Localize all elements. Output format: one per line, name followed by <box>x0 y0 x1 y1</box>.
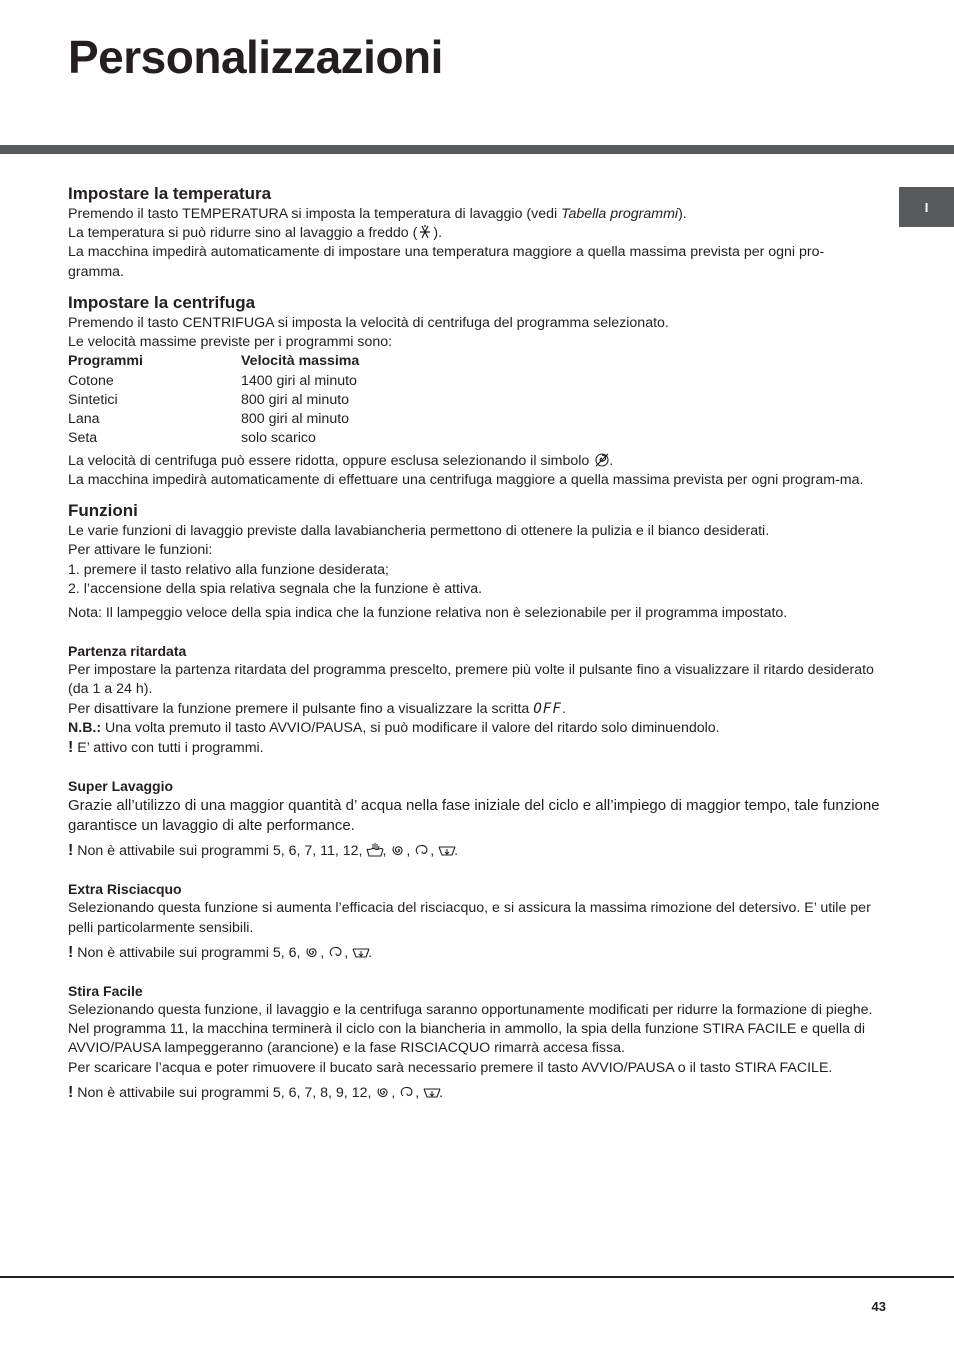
table-row <box>68 429 880 448</box>
warning-mark: ! <box>68 1083 74 1101</box>
table-row <box>68 410 880 429</box>
drain-icon <box>423 1084 439 1100</box>
spiral-spin-icon <box>390 842 406 858</box>
stira-line1: Selezionando questa funzione, il lavaggio e la centrifuga saranno opportunamente modificati per ridurre la formazione di pieghe. <box>68 1001 873 1018</box>
stira-warning: ! Non è attivabile sui programmi 5, 6, 7, 8, 9, 12, , , . <box>68 1083 444 1101</box>
extra-warning: ! Non è attivabile sui programmi 5, 6, , , . <box>68 943 373 961</box>
centrifuga-line2: Le velocità massime previste per i programmi sono: <box>68 334 393 351</box>
funzioni-step1: 1. premere il tasto relativo alla funzione desiderata; <box>68 561 389 578</box>
funzioni-line1: Le varie funzioni di lavaggio previste dalla lavabiancheria permettono di ottenere la pulizia e il bianco desiderati. <box>68 523 770 540</box>
partenza-warning: ! E’ attivo con tutti i programmi. <box>68 738 264 756</box>
main-content <box>68 183 880 1103</box>
heading-stira-facile: Stira Facile <box>68 982 143 999</box>
table-cell-speed: 1400 giri al minuto <box>241 372 357 389</box>
tabella-programmi-ref: Tabella programmi <box>561 206 679 222</box>
section-partenza-ritardata <box>68 642 880 758</box>
table-cell-program: Seta <box>68 430 98 447</box>
spiral-spin-icon <box>375 1084 391 1100</box>
heading-partenza-ritardata: Partenza ritardata <box>68 643 187 660</box>
stira-line2: Nel programma 11, la macchina terminerà il ciclo con la biancheria in ammollo, la spia della funzione STIRA FACILE e quella di AVVIO/PAUSA lampeggeranno (arancione) e la fase RISCIACQUO rimarrà accesa fissa. <box>68 1021 865 1057</box>
warning-mark: ! <box>68 738 74 756</box>
cold-wash-icon <box>417 224 433 240</box>
warning-mark: ! <box>68 943 74 961</box>
half-spin-icon <box>399 1084 415 1100</box>
table-cell-program: Cotone <box>68 372 114 389</box>
speed-table <box>68 352 880 448</box>
heading-centrifuga: Impostare la centrifuga <box>68 292 256 312</box>
drain-icon <box>438 842 454 858</box>
footer-divider <box>0 1276 954 1278</box>
centrifuga-line4: La macchina impedirà automaticamente di effettuare una centrifuga maggiore a quella massima prevista per ogni program-ma. <box>68 471 864 488</box>
super-warning: ! Non è attivabile sui programmi 5, 6, 7, 11, 12, , , , . <box>68 842 459 860</box>
section-super-lavaggio <box>68 777 880 861</box>
table-cell-speed: 800 giri al minuto <box>241 411 350 428</box>
stira-line3: Per scaricare l’acqua e poter rimuovere il bucato sarà necessario premere il tasto AVVIO/PAUSA o il tasto STIRA FACILE. <box>68 1059 833 1076</box>
table-cell-speed: solo scarico <box>241 430 316 447</box>
half-spin-icon <box>414 842 430 858</box>
temperatura-line2: La temperatura si può ridurre sino al lavaggio a freddo ( ). <box>68 225 443 242</box>
table-row <box>68 391 880 410</box>
partenza-line1: Per impostare la partenza ritardata del programma prescelto, premere più volte il pulsante fino a visualizzare il ritardo desiderato (da 1 a 24 h). <box>68 662 874 698</box>
table-header-programmi: Programmi <box>68 353 143 370</box>
partenza-line2: Per disattivare la funzione premere il pulsante fino a visualizzare la scritta OFF. <box>68 700 566 717</box>
temperatura-line1: Premendo il tasto TEMPERATURA si imposta la temperatura di lavaggio (vedi Tabella programmi). <box>68 206 687 222</box>
section-stira-facile <box>68 982 880 1103</box>
table-cell-program: Lana <box>68 411 100 428</box>
no-spin-icon <box>593 452 609 468</box>
section-centrifuga <box>68 292 880 490</box>
section-temperatura <box>68 183 880 282</box>
table-cell-program: Sintetici <box>68 391 118 408</box>
table-row <box>68 372 880 391</box>
off-display-text: OFF <box>533 700 562 717</box>
page-title: Personalizzazioni <box>68 31 443 83</box>
centrifuga-line3: La velocità di centrifuga può essere ridotta, oppure esclusa selezionando il simbolo . <box>68 452 614 469</box>
header-divider <box>0 145 954 154</box>
partenza-nb: N.B.: Una volta premuto il tasto AVVIO/PAUSA, si può modificare il valore del ritardo solo diminuendolo. <box>68 719 720 736</box>
language-tab <box>899 187 954 227</box>
table-cell-speed: 800 giri al minuto <box>241 391 350 408</box>
nb-label: N.B.: <box>68 719 102 736</box>
temperatura-line3: La macchina impedirà automaticamente di impostare una temperatura maggiore a quella massima prevista per ogni pro-gramma. <box>68 244 825 280</box>
half-spin-icon <box>328 944 344 960</box>
funzioni-line2: Per attivare le funzioni: <box>68 542 213 559</box>
heading-super-lavaggio: Super Lavaggio <box>68 778 174 795</box>
drain-icon <box>352 944 368 960</box>
hand-wash-icon <box>366 842 382 858</box>
page-number: 43 <box>871 1299 886 1314</box>
heading-temperatura: Impostare la temperatura <box>68 184 272 203</box>
centrifuga-line1: Premendo il tasto CENTRIFUGA si imposta la velocità di centrifuga del programma selezionato. <box>68 314 669 331</box>
spiral-spin-icon <box>304 944 320 960</box>
heading-extra-risciacquo: Extra Risciacquo <box>68 881 182 898</box>
language-tab-label: I <box>924 199 929 215</box>
heading-funzioni: Funzioni <box>68 501 138 521</box>
funzioni-nota: Nota: Il lampeggio veloce della spia indica che la funzione relativa non è selezionabile per il programma impostato. <box>68 604 788 621</box>
warning-mark: ! <box>68 842 74 860</box>
table-header-row <box>68 352 880 371</box>
table-header-velocita: Velocità massima <box>241 353 360 370</box>
section-funzioni <box>68 500 880 623</box>
extra-line1: Selezionando questa funzione si aumenta l’efficacia del risciacquo, e si assicura la massima rimozione del detersivo. E’ utile per pelli particolarmente sensibili. <box>68 900 871 936</box>
section-extra-risciacquo <box>68 880 880 963</box>
super-line1: Grazie all’utilizzo di una maggior quantità d’ acqua nella fase iniziale del ciclo e all’impiego di maggior tempo, tale funzione garantisce un lavaggio di alte performance. <box>68 797 880 835</box>
funzioni-step2: 2. l’accensione della spia relativa segnala che la funzione è attiva. <box>68 580 483 597</box>
